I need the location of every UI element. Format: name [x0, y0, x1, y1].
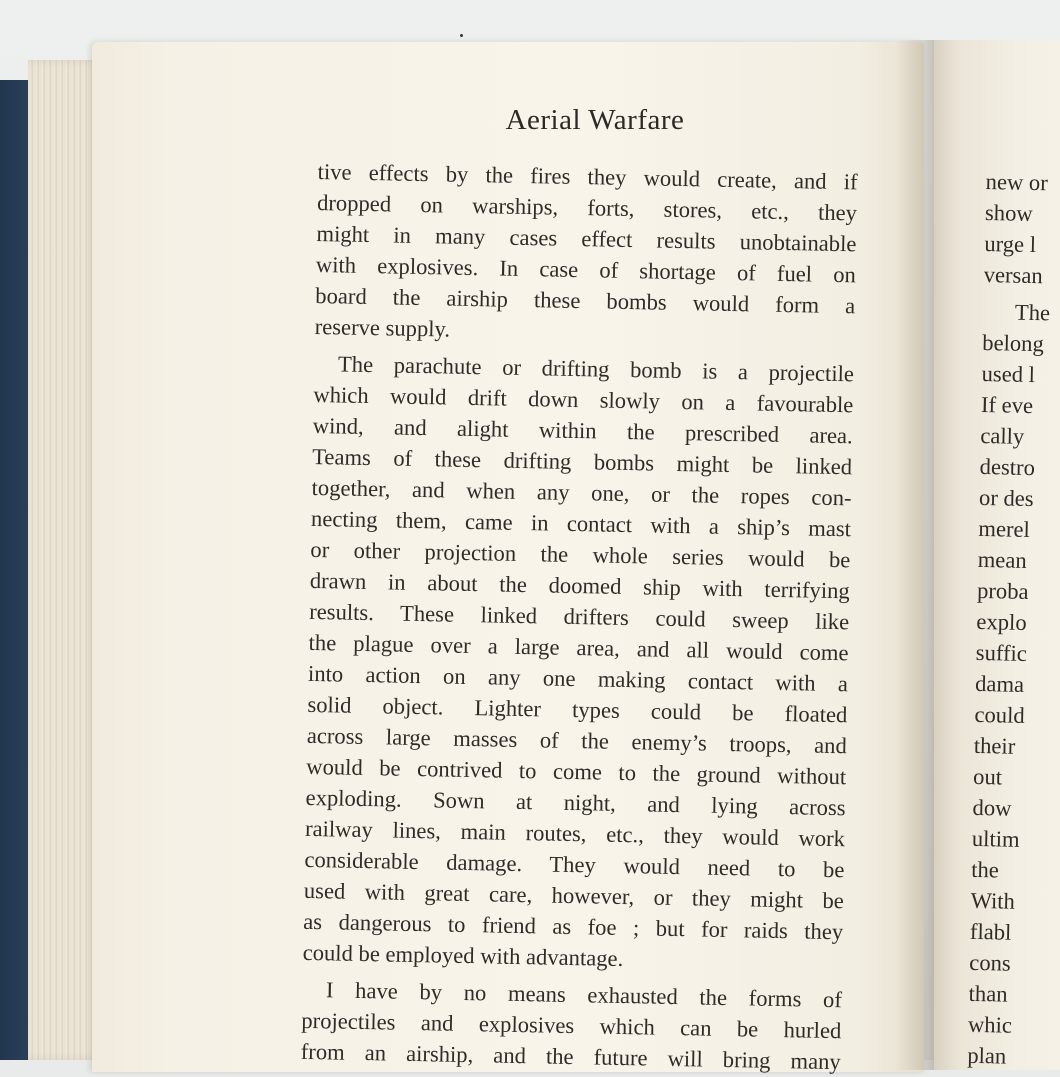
running-head: Aerial Warfare	[505, 104, 685, 136]
text-line: Teams of these drifting bombs might be linked	[311, 443, 853, 480]
text-line: used l	[981, 360, 1036, 388]
text-line: cally	[980, 422, 1025, 449]
text-line: their	[973, 732, 1016, 759]
text-line: reserve supply.	[314, 313, 451, 342]
text-line: the plague over a large area, and all would come	[308, 629, 849, 666]
text-line: destro	[979, 453, 1036, 481]
text-line: railway lines, main routes, etc., they would work	[304, 815, 846, 852]
text-line: exploding. Sown at night, and lying across	[305, 784, 846, 821]
text-line: dow	[972, 794, 1012, 821]
text-line: which would drift down slowly on a favourable	[313, 381, 854, 418]
text-line: or des	[978, 484, 1034, 512]
text-line: plan	[967, 1042, 1007, 1069]
text-line: merel	[978, 515, 1031, 542]
text-line: wind, and alight within the prescribed area.	[312, 412, 853, 449]
text-line: necting them, came in contact with a ship’s mast	[310, 505, 852, 542]
text-line: solid object. Lighter types could be floated	[307, 691, 848, 728]
text-line: considerable damage. They would need to be	[304, 846, 845, 883]
text-line: dama	[974, 670, 1025, 697]
text-line: The	[1014, 299, 1051, 326]
text-line: out	[972, 763, 1003, 790]
text-line: proba	[976, 577, 1029, 604]
text-line: could	[974, 701, 1025, 728]
text-line: together, and when any one, or the ropes con-	[311, 474, 852, 511]
text-line: ultim	[971, 825, 1020, 852]
text-line: projectiles and explosives which can be hurled	[301, 1007, 842, 1044]
text-line: into action on any one making contact with a	[307, 660, 849, 697]
text-line: could be employed with advantage.	[302, 939, 624, 972]
text-line: whic	[967, 1011, 1013, 1038]
text-line: The parachute or drifting bomb is a projectile	[337, 351, 855, 387]
text-line: suffic	[975, 639, 1028, 666]
text-line: with explosives. In case of shortage of fuel on	[315, 251, 857, 288]
text-line: urge l	[984, 230, 1037, 258]
text-line: With	[970, 887, 1016, 914]
text-line: from an airship, and the future will bring many	[300, 1038, 841, 1075]
text-line: new or	[985, 168, 1049, 196]
text-line: as dangerous to friend as foe ; but for raids they	[303, 908, 844, 945]
text-line: flabl	[969, 918, 1012, 945]
text-line: results. These linked drifters could sweep like	[309, 598, 850, 635]
text-line: explo	[976, 608, 1027, 635]
text-line: I have by no means exhausted the forms of	[325, 977, 843, 1013]
text-line: mean	[977, 546, 1027, 573]
page-speck	[460, 34, 463, 37]
left-page-text	[301, 156, 858, 1077]
text-line: than	[968, 980, 1008, 1007]
text-line: used with great care, however, or they might be	[303, 877, 845, 914]
text-line: would be contrived to come to the ground without	[306, 753, 847, 790]
text-line: might in many cases effect results unobtainable	[316, 220, 857, 257]
text-line: belong	[982, 329, 1045, 357]
text-line: versan	[983, 261, 1043, 289]
text-line: If eve	[980, 391, 1034, 419]
text-line: drawn in about the doomed ship with terrifying	[309, 567, 850, 604]
text-line: tive effects by the fires they would create, and if	[317, 158, 858, 195]
text-line: or other projection the whole series would be	[310, 536, 851, 573]
text-line: dropped on warships, forts, stores, etc., they	[316, 189, 858, 226]
text-line: cons	[969, 949, 1011, 976]
text-line: board the airship these bombs would form a	[315, 282, 856, 319]
text-line: the	[971, 856, 1000, 883]
text-line: show	[984, 199, 1033, 226]
text-line: across large masses of the enemy’s troops, and	[306, 722, 848, 759]
